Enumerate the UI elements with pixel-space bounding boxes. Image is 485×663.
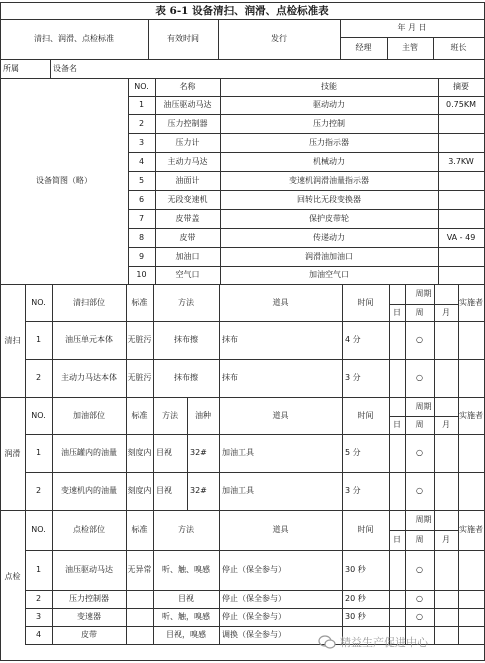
inspection-row-mark: ○	[416, 565, 423, 574]
equipment-row-no: 6	[138, 194, 145, 204]
inspection-row-tool: 停止（保全参与）	[222, 594, 286, 603]
cleaning-h-time: 时间	[357, 297, 374, 307]
lubrication-row-std: 刻度内	[127, 486, 152, 495]
cleaning-h-month: 月	[442, 307, 450, 317]
watermark-text: 精益生产促进中心	[340, 636, 428, 649]
lubrication-h-day: 日	[393, 420, 401, 429]
equipment-row-name: 油压驱动马达	[163, 100, 212, 109]
cleaning-row-part: 油压单元本体	[65, 335, 113, 344]
cleaning-row-method: 抹布擦	[174, 335, 198, 344]
lubrication-h-cycle: 周期	[415, 401, 432, 411]
cleaning-h-std: 标准	[131, 297, 148, 307]
equipment-row-skill: 保护皮带轮	[309, 213, 349, 223]
inspection-row-time: 20 秒	[345, 594, 366, 603]
inspection-h-day: 日	[393, 535, 401, 544]
cleaning-row-std: 无脏污	[127, 373, 152, 382]
inspection-h-time: 时间	[357, 525, 374, 534]
cleaning-row-part: 主动力马达本体	[61, 373, 117, 382]
inspection-row-part: 压力控制器	[69, 594, 109, 603]
cleaning-row-tool: 抹布	[222, 373, 238, 382]
equipment-row-note	[438, 171, 484, 190]
cleaning-row-time: 4 分	[345, 335, 361, 344]
lubrication-row-part: 变速机内的油量	[61, 486, 117, 495]
equipment-row-name: 皮带盖	[175, 213, 200, 223]
inspection-h-tool: 道具	[272, 525, 289, 534]
equipment-row-skill: 机械动力	[313, 156, 345, 166]
inspection-row-mark: ○	[416, 594, 423, 603]
equipment-row-note	[438, 114, 484, 133]
equipment-row-name: 加油口	[175, 251, 200, 261]
lubrication-row-part: 油压罐内的油量	[61, 448, 117, 457]
inspection-row-std	[126, 626, 153, 644]
inspection-row-part: 皮带	[81, 630, 97, 639]
inspection-row-no: 2	[35, 594, 42, 603]
inspection-row-std: 无异常	[127, 565, 152, 574]
supervisor-label: 主管	[402, 43, 418, 52]
cleaning-row-no: 1	[35, 335, 42, 344]
lubrication-row-method: 目视	[156, 448, 172, 457]
equipment-row-no: 10	[136, 270, 147, 279]
lubrication-row-no: 2	[35, 486, 42, 495]
equipment-row-note: 3.7KW	[448, 156, 474, 166]
equipment-row-no: 1	[138, 100, 145, 109]
equipment-row-note	[438, 266, 484, 284]
lubrication-h-std: 标准	[131, 410, 148, 420]
equipment-row-skill: 润滑油加油口	[305, 251, 353, 261]
lubrication-h-tool: 道具	[272, 410, 289, 420]
inspection-row-part: 变速器	[77, 612, 101, 621]
cleaning-row-std: 无脏污	[127, 335, 152, 344]
equipment-row-no: 2	[138, 118, 145, 128]
lubrication-row-oil: 32#	[190, 486, 207, 495]
equipment-row-skill: 回转比无段变换器	[297, 194, 361, 204]
equipment-row-note	[438, 247, 484, 266]
inspection-row-std	[126, 590, 153, 608]
lubrication-row-time: 3 分	[345, 486, 361, 495]
cleaning-row-tool: 抹布	[222, 335, 238, 344]
equipment-row-name: 压力计	[175, 137, 200, 147]
equip-name-label: 设备名	[53, 63, 77, 73]
cleaning-section-label: 清扫	[4, 335, 21, 345]
lubrication-h-no: NO.	[31, 410, 46, 420]
equipment-row-note: 0.75KM	[446, 100, 476, 109]
equipment-col-skill: 技能	[321, 82, 337, 91]
manager-label: 经理	[355, 43, 372, 52]
valid-time-label: 有效时间	[167, 34, 199, 43]
lubrication-row-mark: ○	[416, 486, 423, 495]
inspection-row-time: 30 秒	[345, 565, 366, 574]
lubrication-h-month: 月	[442, 420, 450, 429]
cleaning-h-part: 清扫部位	[73, 297, 105, 307]
cleaning-h-no: NO.	[31, 297, 46, 307]
equipment-row-name: 无段变速机	[167, 194, 208, 204]
inspection-row-tool: 停止（保全参与）	[222, 565, 286, 574]
inspection-h-month: 月	[442, 535, 450, 544]
equipment-row-skill: 驱动动力	[313, 100, 345, 109]
cleaning-row-method: 抹布擦	[174, 373, 198, 382]
inspection-row-tool: 停止（保全参与）	[222, 612, 286, 621]
cleaning-h-tool: 道具	[272, 297, 289, 307]
lubrication-row-tool: 加油工具	[222, 448, 254, 457]
cleaning-h-day: 日	[393, 307, 401, 317]
inspection-row-tool: 调换（保全参与）	[222, 630, 286, 639]
lubrication-h-oil: 油种	[195, 410, 211, 420]
equipment-diagram-label: 设备简图（略）	[36, 176, 92, 185]
dept-label: 所属	[3, 63, 19, 73]
page-title: 表 6-1 设备清扫、润滑、点检标准表	[155, 4, 329, 17]
inspection-row-method: 目视，嗅感	[166, 630, 206, 639]
lubrication-h-exec: 实施者	[459, 410, 483, 420]
cleaning-row-no: 2	[35, 373, 42, 382]
inspection-row-std	[126, 608, 153, 626]
equipment-row-no: 7	[138, 213, 145, 223]
equipment-row-skill: 传递动力	[313, 232, 345, 242]
lubrication-row-time: 5 分	[345, 448, 361, 457]
cleaning-h-cycle: 周期	[415, 289, 432, 298]
equipment-row-note: VA - 49	[446, 232, 476, 242]
inspection-row-no: 1	[35, 565, 42, 574]
inspection-h-part: 点检部位	[73, 525, 105, 534]
inspection-row-method: 听、触、嗅感	[162, 565, 210, 574]
inspection-section-label: 点检	[4, 572, 21, 581]
inspection-row-mark: ○	[416, 612, 423, 621]
inspection-row-method: 目视	[178, 594, 194, 603]
lubrication-row-tool: 加油工具	[222, 486, 254, 495]
equipment-row-no: 4	[138, 156, 145, 166]
lubrication-row-no: 1	[35, 448, 42, 457]
inspection-row-part: 油压驱动马达	[65, 565, 113, 574]
inspection-row-no: 3	[35, 612, 42, 621]
equipment-row-skill: 压力指示器	[309, 137, 349, 147]
cleaning-row-time: 3 分	[345, 373, 361, 382]
inspection-row-time: 30 秒	[345, 612, 366, 621]
cleaning-row-mark: ○	[416, 373, 423, 382]
inspection-h-week: 周	[415, 535, 424, 544]
inspection-h-method: 方法	[178, 525, 194, 534]
lubrication-row-std: 刻度内	[127, 448, 152, 457]
lubrication-h-part: 加油部位	[73, 410, 105, 420]
equipment-row-name: 油面计	[175, 175, 200, 185]
equipment-col-name: 名称	[179, 82, 196, 91]
grid-line-h	[0, 660, 485, 661]
equipment-row-no: 8	[138, 232, 145, 242]
equipment-row-note	[438, 133, 484, 152]
equipment-row-name: 皮带	[179, 232, 196, 242]
equipment-row-note	[438, 209, 484, 228]
lubrication-row-oil: 32#	[190, 448, 207, 457]
inspection-row-method: 听、触，嗅感	[162, 612, 210, 621]
equipment-row-skill: 加油空气口	[309, 270, 349, 279]
team-leader-label: 班长	[450, 43, 467, 52]
equipment-row-name: 压力控制器	[167, 118, 208, 128]
chat-bubble-icon	[318, 633, 336, 651]
inspection-h-exec: 实施者	[459, 525, 483, 534]
lubrication-h-method: 方法	[162, 410, 178, 420]
equipment-row-no: 5	[138, 175, 145, 185]
lubrication-h-week: 周	[415, 420, 424, 429]
watermark	[318, 632, 485, 652]
cleaning-h-exec: 实施者	[459, 297, 483, 307]
lubrication-section-label: 润滑	[4, 448, 21, 458]
equipment-row-no: 3	[138, 137, 145, 147]
issue-label: 发行	[271, 34, 287, 43]
cleaning-h-method: 方法	[178, 297, 194, 307]
lubrication-row-method: 目视	[156, 486, 172, 495]
lubrication-row-mark: ○	[416, 448, 423, 457]
cleaning-h-week: 周	[415, 307, 424, 317]
lubrication-h-time: 时间	[357, 410, 374, 420]
equipment-col-no: NO.	[134, 82, 149, 91]
inspection-h-no: NO.	[31, 525, 46, 534]
equipment-row-no: 9	[138, 251, 145, 261]
inspection-row-no: 4	[35, 630, 42, 639]
equipment-row-name: 空气口	[175, 270, 200, 279]
equipment-row-note	[438, 190, 484, 209]
inspection-h-std: 标准	[131, 525, 148, 534]
inspection-h-cycle: 周期	[415, 515, 432, 524]
date-label: 年 月 日	[397, 23, 427, 32]
equipment-col-note: 摘要	[453, 82, 469, 91]
cleaning-row-mark: ○	[416, 335, 423, 344]
equipment-row-skill: 变速机润滑油量指示器	[289, 175, 369, 185]
std-label: 清扫、润滑、点检标准	[34, 34, 114, 43]
equipment-row-name: 主动力马达	[167, 156, 208, 166]
equipment-row-skill: 压力控制	[313, 118, 345, 128]
